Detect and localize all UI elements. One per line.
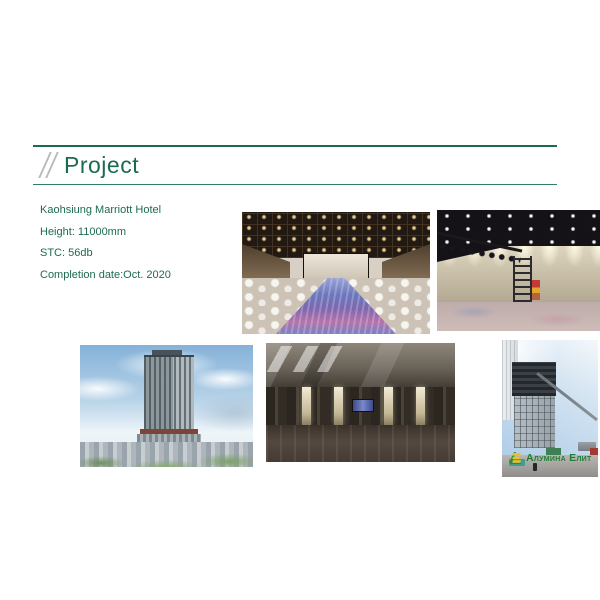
ballroom-coffered-ceiling (242, 212, 430, 258)
photo-hotel-tower (80, 345, 253, 467)
project-name: Kaohsiung Marriott Hotel (40, 204, 162, 216)
project-completion-date: Completion date:Oct. 2020 (40, 268, 171, 281)
alumina-elit-logo-icon (508, 451, 523, 465)
header-rule-top (33, 145, 557, 147)
wallroom-carpet-floor (437, 302, 600, 331)
project-info (40, 200, 215, 286)
wallroom-ceiling-lights (437, 210, 600, 246)
lobby-glow-column (384, 387, 393, 425)
photo-partition-wall (437, 210, 600, 331)
photo-lobby (266, 343, 455, 462)
project-stc: STC: 56db (40, 247, 93, 259)
company-logo-text: Алумина Елит (526, 452, 592, 464)
ballroom-stage-screen (304, 254, 368, 278)
tower-greenery (80, 449, 253, 467)
page-title: Project (64, 151, 140, 178)
lobby-glow-column (302, 387, 311, 425)
wallroom-ladder (513, 256, 532, 302)
lobby-glow-column (334, 387, 343, 425)
tower-shaft (144, 355, 194, 433)
slide-header (36, 149, 139, 181)
crane-building-dark-top (512, 362, 556, 396)
lobby-center-screen (352, 399, 374, 412)
lobby-watermark (266, 346, 359, 372)
wallroom-crates (532, 280, 540, 300)
company-logo (508, 450, 592, 466)
header-rule-bottom (33, 184, 557, 185)
crane-building-facade (514, 396, 555, 448)
lobby-glow-column (416, 387, 425, 425)
double-slash-icon (36, 152, 58, 178)
project-height: Height: 11000mm (40, 225, 127, 238)
photo-ballroom (242, 212, 430, 334)
lobby-dark-floor (266, 425, 455, 462)
